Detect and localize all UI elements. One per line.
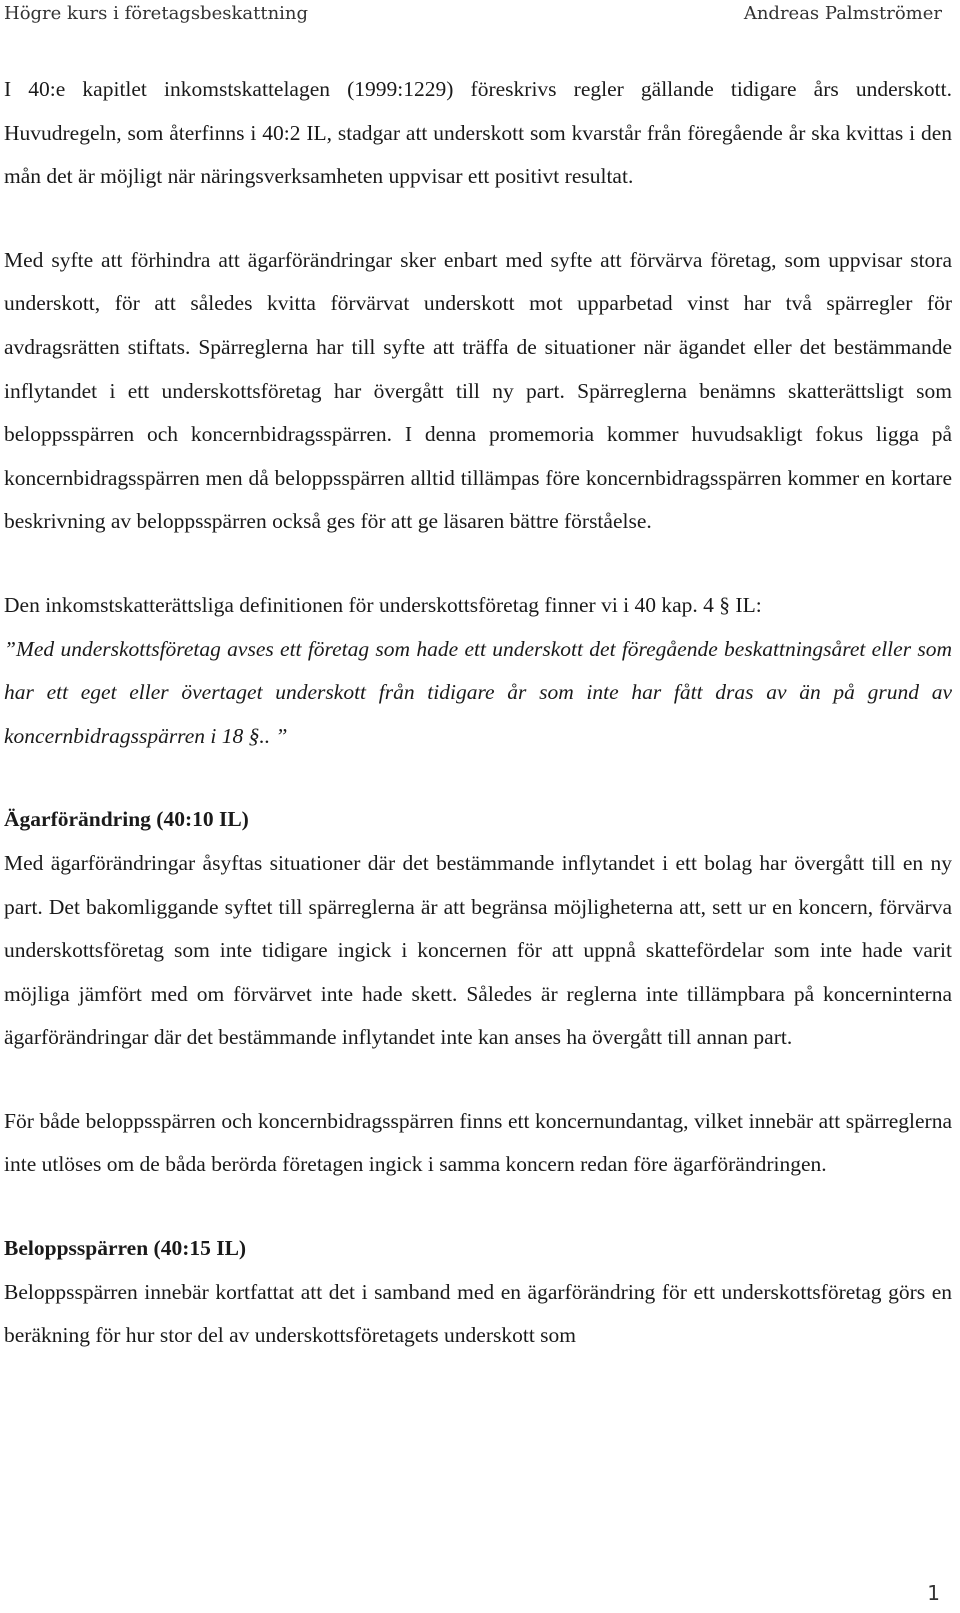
- paragraph-koncernundantag: För både beloppsspärren och koncernbidragsspärren finns ett koncernundantag, vilket innebär att spärreglerna inte utlöses om de båda berörda företagen ingick i samma koncern redan före ägarförändringen.: [4, 1108, 952, 1177]
- header-course-title: Högre kurs i företagsbeskattning: [4, 3, 309, 24]
- heading-beloppssparren: Beloppsspärren (40:15 IL): [4, 1236, 247, 1261]
- heading-agarforandring: Ägarförändring (40:10 IL): [4, 807, 249, 832]
- paragraph-intro: I 40:e kapitlet inkomstskattelagen (1999:1229) föreskrivs regler gällande tidigare års underskott. Huvudregeln, som återfinns i 40:2 IL, stadgar att underskott som kvarstår från föregående år ska kvittas i den mån det är möjligt när näringsverksamheten uppvisar ett positivt resultat.: [4, 77, 952, 189]
- paragraph-beloppssparren: Beloppsspärren innebär kortfattat att det i samband med en ägarförändring för ett underskottsföretag görs en beräkning för hur stor del av underskottsföretagets underskott som: [4, 1279, 952, 1348]
- paragraph-sparregler: Med syfte att förhindra att ägarförändringar sker enbart med syfte att förvärva företag, som uppvisar stora underskott, för att således kvitta förvärvat underskott mot upparbetad vinst har två spärregler för avdragsrätten stiftats. Spärreglerna har till syfte att träffa de situationer när ägandet eller det bestämmande inflytandet i ett underskottsföretag har övergått till ny part. Spärreglerna benämns skatterättsligt som beloppsspärren och koncernbidragsspärren. I denna promemoria kommer huvudsakligt fokus ligga på koncernbidragsspärren men då beloppsspärren alltid tillämpas före koncernbidragsspärren kommer en kortare beskrivning av beloppsspärren också ges för att ge läsaren bättre förståelse.: [4, 247, 952, 534]
- header-author: Andreas Palmströmer: [743, 3, 942, 24]
- page-number: 1: [927, 1581, 940, 1605]
- paragraph-definition: Den inkomstskatterättsliga definitionen för underskottsföretag finner vi i 40 kap. 4 § IL:: [4, 592, 762, 617]
- document-body: [4, 68, 952, 1358]
- page-header: [0, 0, 960, 28]
- paragraph-agarforandring: Med ägarförändringar åsyftas situationer där det bestämmande inflytandet i ett bolag har övergått till en ny part. Det bakomliggande syftet till spärreglerna är att begränsa möjligheterna att, sett ur en koncern, förvärva underskottsföretag som inte tidigare ingick i koncernen för att uppnå skattefördelar som inte hade varit möjliga jämfört med om förvärvet inte hade skett. Således är reglerna inte tillämpbara på koncerninterna ägarförändringar där det bestämmande inflytandet inte kan anses ha övergått till annan part.: [4, 850, 952, 1050]
- quote-definition: ”Med underskottsföretag avses ett företag som hade ett underskott det föregående beskattningsåret eller som har ett eget eller övertaget underskott från tidigare år som inte har fått dras av än på grund av koncernbidragsspärren i 18 §.. ”: [4, 636, 952, 748]
